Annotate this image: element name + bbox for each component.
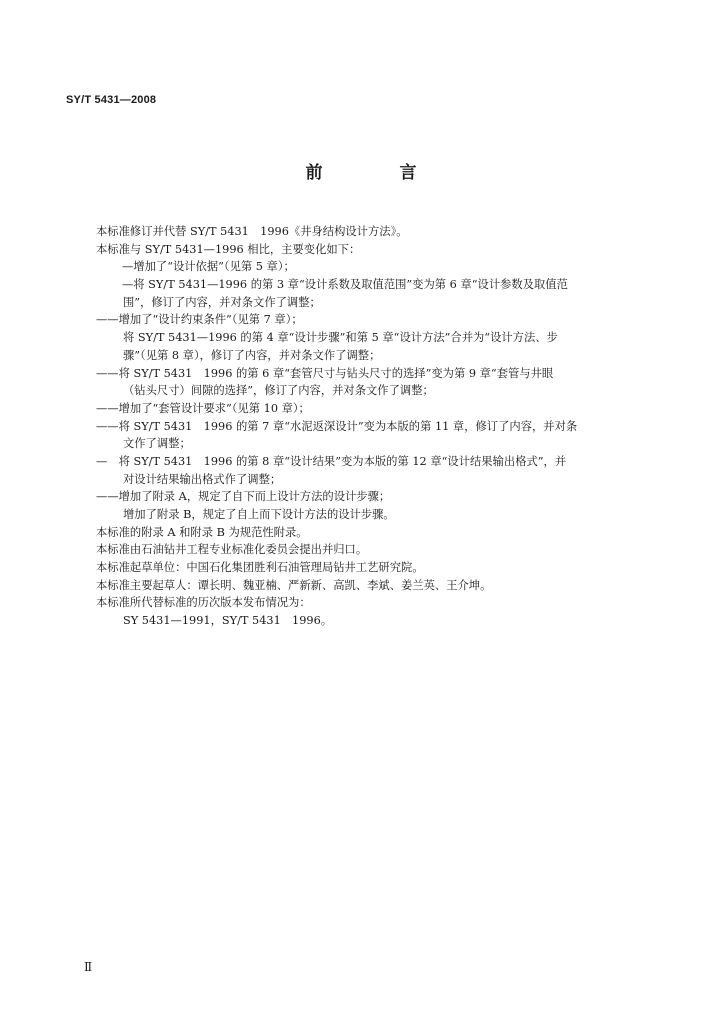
document-code: SY/T 5431—2008 [66,94,157,106]
body-line: 本标准起草单位：中国石化集团胜利石油管理局钻井工艺研究院。 [96,561,424,575]
body-line: 对设计结果输出格式作了调整； [123,472,282,486]
body-line: ——将 SY/T 5431 1996 的第 7 章“水泥返深设计”变为本版的第 11 章，修订了内容，并对条 [96,419,578,433]
body-line: 围”，修订了内容，并对条文作了调整； [123,295,321,309]
page-number: Ⅱ [84,960,93,974]
body-line: 本标准的附录 A 和附录 B 为规范性附录。 [96,525,308,539]
body-line: 骤”（见第 8 章），修订了内容，并对条文作了调整； [123,348,381,362]
body-line: ——增加了附录 A，规定了自下而上设计方法的设计步骤； [96,490,391,504]
body-line: —将 SY/T 5431—1996 的第 3 章“设计系数及取值范围”变为第 6 章“设计参数及取值范 [122,278,568,292]
body-line: 本标准与 SY/T 5431—1996 相比，主要变化如下： [96,242,361,256]
body-line: 将 SY/T 5431—1996 的第 4 章“设计步骤”和第 5 章“设计方法”合并为“设计方法、步 [123,331,558,345]
body-line: ——增加了“套管设计要求”（见第 10 章）； [96,401,310,415]
body-line: 本标准由石油钻井工程专业标准化委员会提出并归口。 [96,543,368,557]
body-line: ——将 SY/T 5431 1996 的第 6 章“套管尺寸与钻头尺寸的选择”变为第 9 章“套管与井眼 [96,366,554,380]
body-line: （钻头尺寸）间隙的选择”，修订了内容，并对条文作了调整； [123,384,434,398]
body-line: — 将 SY/T 5431 1996 的第 8 章“设计结果”变为本版的第 12 章“设计结果输出格式”，并 [96,454,567,468]
body-line: 本标准所代替标准的历次版本发布情况为： [96,596,311,610]
body-line: 增加了附录 B，规定了自上而下设计方法的设计步骤。 [123,508,395,521]
body-line: 本标准修订并代替 SY/T 5431 1996《井身结构设计方法》。 [96,225,408,238]
body-line: 文作了调整； [123,437,191,451]
body-line: 本标准主要起草人：谭长明、魏亚楠、严新新、高凯、李斌、姜兰英、王介坤。 [96,578,492,592]
foreword-body [96,223,636,630]
page-title: 前 言 [305,163,447,183]
body-line: —增加了“设计依据”（见第 5 章）； [122,260,295,274]
body-line: SY 5431—1991，SY/T 5431 1996。 [123,614,333,628]
body-line: ——增加了“设计约束条件”（见第 7 章）； [96,313,303,327]
